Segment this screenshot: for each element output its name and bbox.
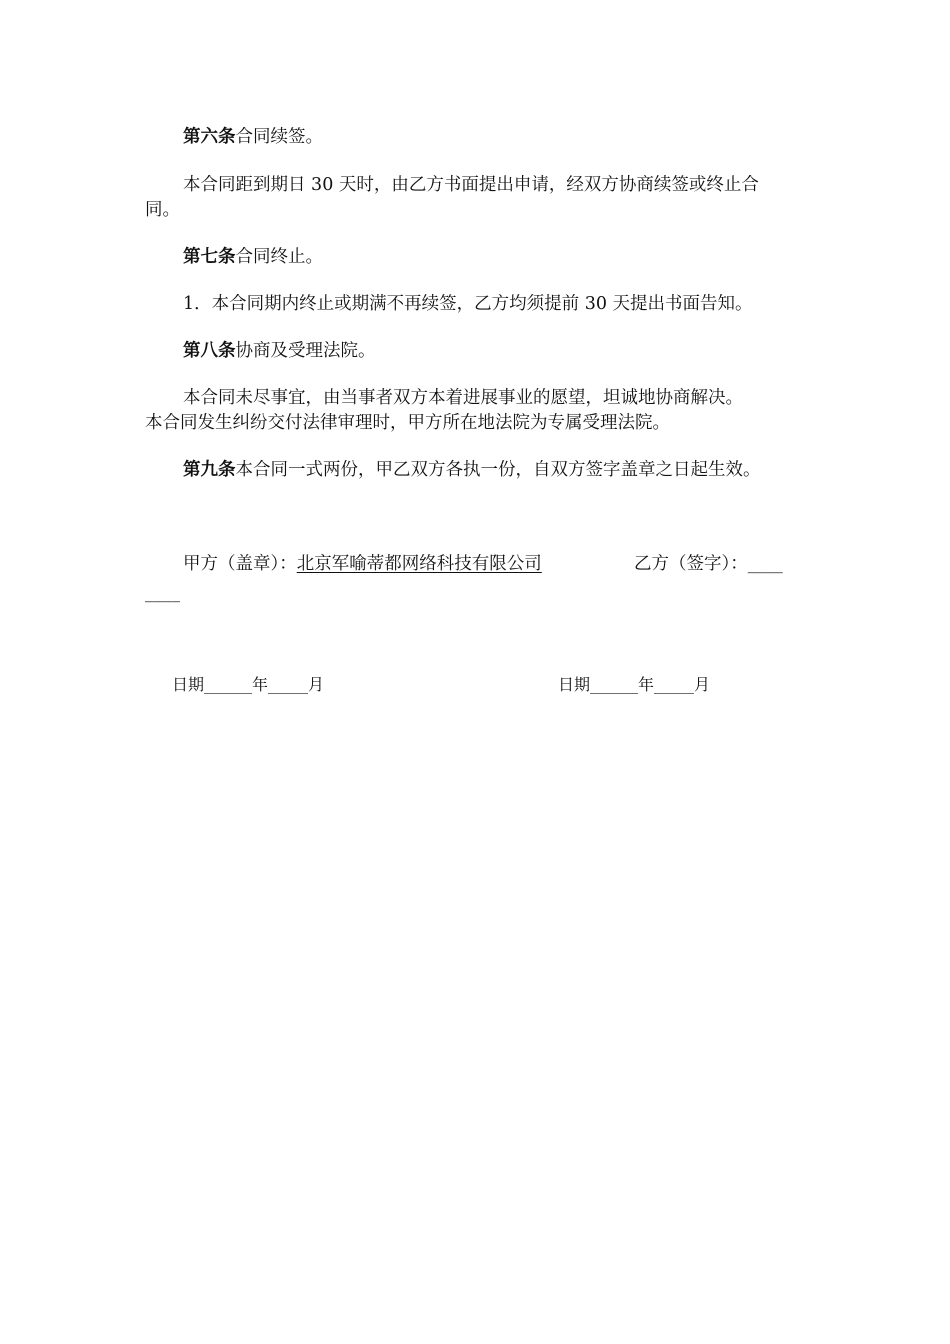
article-9-heading-text: 本合同一式两份，甲乙双方各执一份，自双方签字盖章之日起生效。 — [235, 460, 761, 480]
article-7-item1: 1．本合同期内终止或期满不再续签，乙方均须提前 30 天提出书面告知。 — [183, 294, 753, 314]
article-8-heading-text: 协商及受理法院。 — [235, 341, 376, 361]
party-b-signature — [634, 553, 783, 575]
party-a-name: 北京军喻蒂都网络科技有限公司 — [296, 554, 542, 574]
article-8-heading — [183, 340, 376, 362]
article-7-heading-text: 合同终止。 — [235, 247, 323, 267]
article-6-heading — [183, 126, 323, 148]
article-9-title: 第九条 — [183, 460, 236, 480]
article-8-title: 第八条 — [183, 341, 236, 361]
article-6-body-line1: 本合同距到期日 30 天时，由乙方书面提出申请，经双方协商续签或终止合 — [183, 175, 759, 195]
party-b-label: 乙方（签字）： — [634, 554, 748, 574]
party-b-date: 日期______年_____月 — [558, 675, 711, 694]
article-6-heading-text: 合同续签。 — [235, 127, 323, 147]
party-a-signature — [183, 553, 542, 575]
article-7-title: 第七条 — [183, 247, 236, 267]
party-a-date: 日期______年_____月 — [172, 675, 325, 694]
party-a-label: 甲方（盖章）： — [183, 554, 297, 574]
article-6-body-line2: 同。 — [145, 200, 180, 220]
party-b-blank-1: ____ — [747, 554, 783, 574]
article-7-heading — [183, 246, 323, 268]
article-8-body-line2: 本合同发生纠纷交付法律审理时，甲方所在地法院为专属受理法院。 — [145, 413, 670, 433]
article-9-heading — [183, 459, 761, 481]
article-8-body-line1: 本合同未尽事宜，由当事者双方本着进展事业的愿望，坦诚地协商解决。 — [183, 388, 743, 408]
article-6-title: 第六条 — [183, 127, 236, 147]
party-b-blank-2: ____ — [145, 583, 180, 603]
